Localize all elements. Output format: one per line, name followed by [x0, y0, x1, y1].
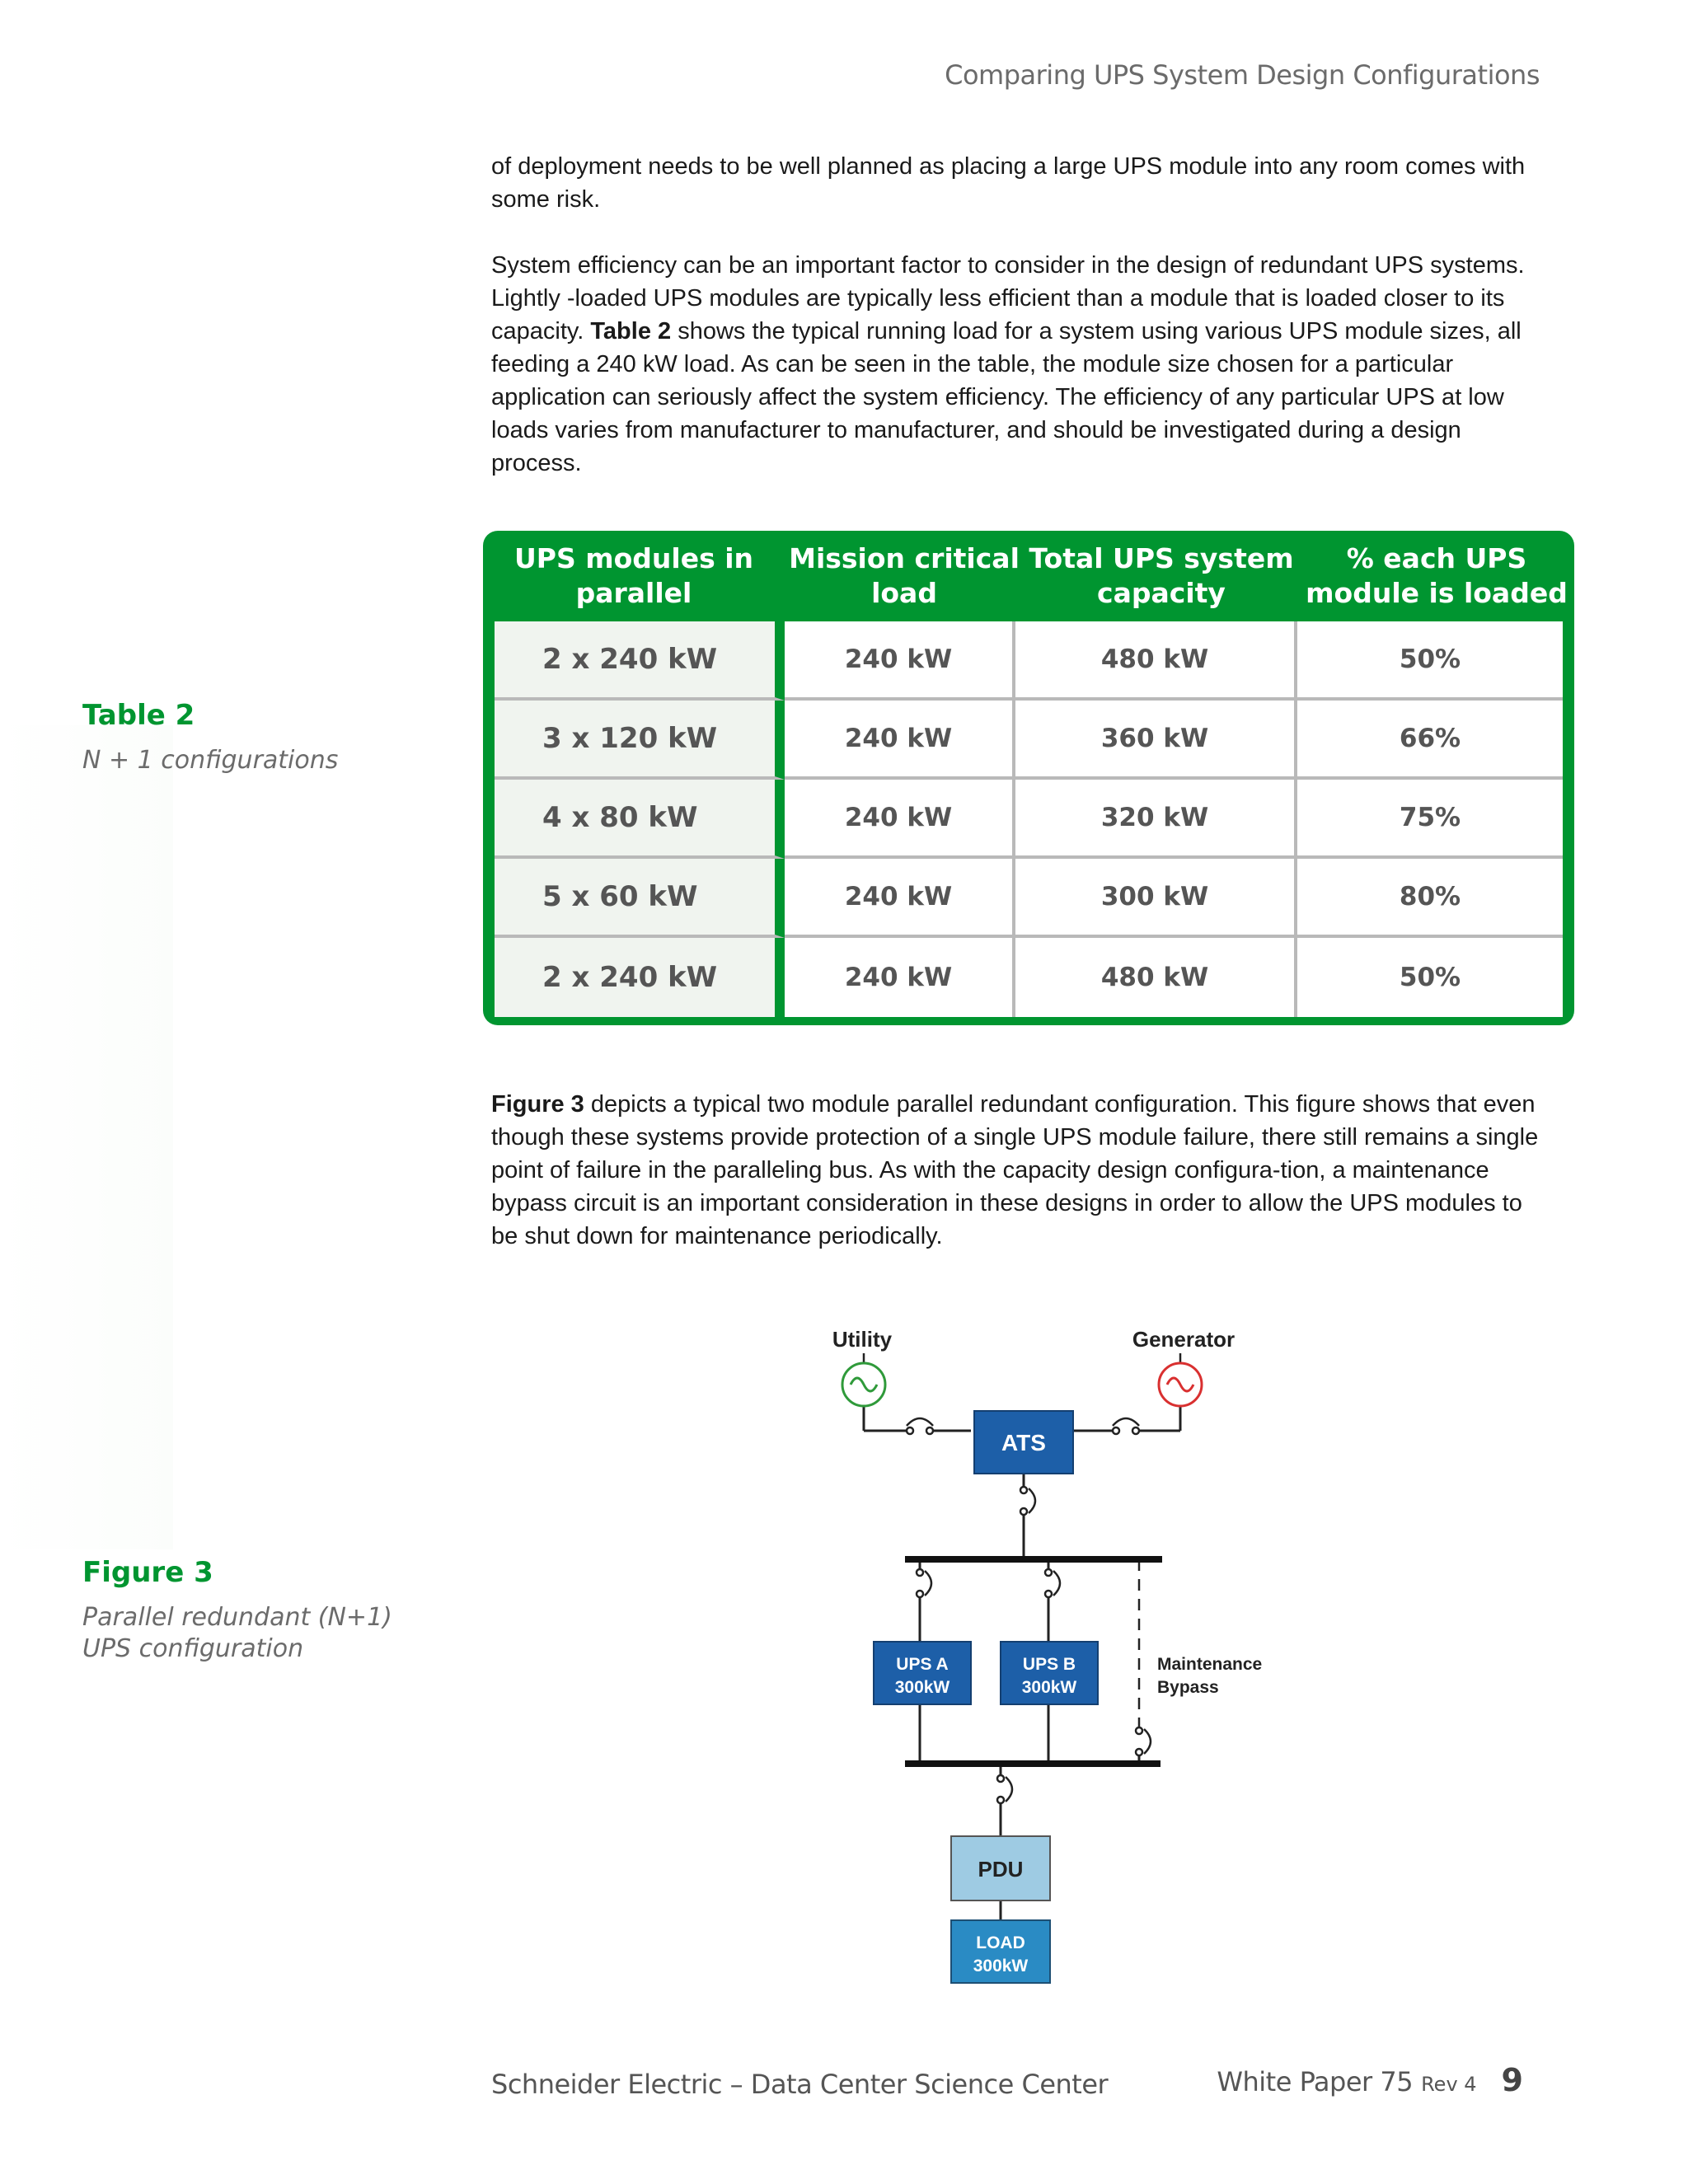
table-cell: 2 x 240 kW	[495, 621, 785, 701]
footer-publisher: Schneider Electric – Data Center Science Center	[491, 2069, 1109, 2100]
ups-a-capacity: 300kW	[894, 1678, 950, 1697]
table-cell: 66%	[1297, 701, 1563, 780]
breaker-contact	[917, 1591, 923, 1597]
breaker-arc	[1144, 1729, 1151, 1754]
ups-b-capacity: 300kW	[1021, 1678, 1077, 1697]
breaker-contact	[1020, 1487, 1027, 1493]
paralleling-bus	[905, 1760, 1160, 1767]
figure-caption-line: UPS configuration	[82, 1634, 304, 1663]
table-cell: 480 kW	[1015, 621, 1297, 701]
table-cell: 240 kW	[785, 780, 1015, 859]
figure-3-reference: Figure 3	[491, 1091, 584, 1118]
white-paper-number: White Paper 75	[1217, 2066, 1414, 2097]
breaker-contact	[1045, 1569, 1052, 1576]
breaker-arc	[907, 1418, 933, 1426]
paragraph-2-text-b: shows the typical running load for a system using various UPS module sizes, all feeding a 240 kW load. As can be seen in the table, the module size chosen for a particular application can seriously affect the system efficiency. The efficiency of any particular UPS at low loads varies from manufacturer to manufacturer, and should be investigated during a design process.	[491, 318, 1522, 476]
breaker-contact	[1045, 1591, 1052, 1597]
header-line: capacity	[1097, 577, 1226, 609]
header-line: parallel	[575, 577, 692, 609]
breaker-contact	[1113, 1427, 1119, 1434]
figure-caption-line: Parallel redundant (N+1)	[82, 1603, 392, 1632]
paragraph-2-text-a: System efficiency can be an important factor to consider in the design of redundant UPS systems. Lightly -loaded UPS modules are typically less efficient than a module that is loaded closer to its capacity.	[491, 252, 1525, 344]
ups-b-label: UPS B	[1022, 1655, 1076, 1674]
page-number: 9	[1501, 2062, 1523, 2098]
running-header: Comparing UPS System Design Configurations	[945, 59, 1540, 91]
table-cell: 480 kW	[1015, 938, 1297, 1017]
paragraph-1-text: of deployment needs to be well planned as placing a large UPS module into any room comes with some risk.	[491, 153, 1526, 213]
breaker-contact	[997, 1797, 1004, 1803]
breaker-arc	[1113, 1418, 1139, 1426]
upper-bus	[905, 1556, 1162, 1563]
table-cell: 240 kW	[785, 859, 1015, 938]
ats-label: ATS	[1001, 1430, 1046, 1455]
breaker-arc	[1006, 1777, 1012, 1802]
breaker-arc	[1053, 1571, 1060, 1596]
table-cell: 240 kW	[785, 938, 1015, 1017]
table-cell: 240 kW	[785, 621, 1015, 701]
breaker-contact	[1136, 1749, 1142, 1755]
table-caption-desc: N + 1 configurations	[82, 746, 339, 775]
load-capacity: 300kW	[973, 1957, 1029, 1975]
pdu-label: PDU	[978, 1857, 1024, 1882]
breaker-contact	[1136, 1727, 1142, 1734]
utility-label: Utility	[832, 1327, 893, 1352]
header-line: load	[871, 577, 937, 609]
table-caption-title: Table 2	[82, 699, 195, 732]
table-cell: 50%	[1297, 621, 1563, 701]
revision: Rev 4	[1421, 2073, 1477, 2096]
table-cell: 5 x 60 kW	[495, 859, 785, 938]
header-line: Mission critical	[789, 542, 1020, 574]
figure-caption-title: Figure 3	[82, 1556, 213, 1589]
breaker-contact	[1132, 1427, 1139, 1434]
breaker-contact	[1020, 1508, 1027, 1515]
ups-a-label: UPS A	[896, 1655, 949, 1674]
header-line: UPS modules in	[513, 542, 754, 574]
table-cell: 4 x 80 kW	[495, 780, 785, 859]
breaker-arc	[1029, 1488, 1035, 1513]
table-cell: 75%	[1297, 780, 1563, 859]
table-cell: 2 x 240 kW	[495, 938, 785, 1017]
breaker-arc	[925, 1571, 931, 1596]
footer-doc-info	[1217, 2062, 1523, 2098]
breaker-contact	[907, 1427, 913, 1434]
table-cell: 80%	[1297, 859, 1563, 938]
header-line: % each UPS	[1346, 542, 1527, 574]
table-cell: 360 kW	[1015, 701, 1297, 780]
breaker-contact	[926, 1427, 933, 1434]
table-cell: 50%	[1297, 938, 1563, 1017]
bypass-label-line1: Maintenance	[1157, 1655, 1263, 1674]
load-label: LOAD	[976, 1933, 1025, 1952]
table-cell: 320 kW	[1015, 780, 1297, 859]
paragraph-3-text: depicts a typical two module parallel redundant configuration. This figure shows that even though these systems provide protection of a single UPS module failure, there still remains a single point of failure in the paralleling bus. As with the capacity design configura-tion, a maintenance bypass circuit is an important consideration in these designs in order to allow the UPS modules to be shut down for maintenance periodically.	[491, 1091, 1539, 1249]
table-cell: 3 x 120 kW	[495, 701, 785, 780]
breaker-contact	[917, 1569, 923, 1576]
generator-label: Generator	[1132, 1327, 1236, 1352]
table-2-reference: Table 2	[590, 318, 672, 344]
header-line: Total UPS system	[1029, 542, 1294, 574]
header-line: module is loaded	[1306, 577, 1568, 609]
table-cell: 300 kW	[1015, 859, 1297, 938]
table-cell: 240 kW	[785, 701, 1015, 780]
breaker-contact	[997, 1775, 1004, 1782]
bypass-label-line2: Bypass	[1157, 1678, 1219, 1697]
